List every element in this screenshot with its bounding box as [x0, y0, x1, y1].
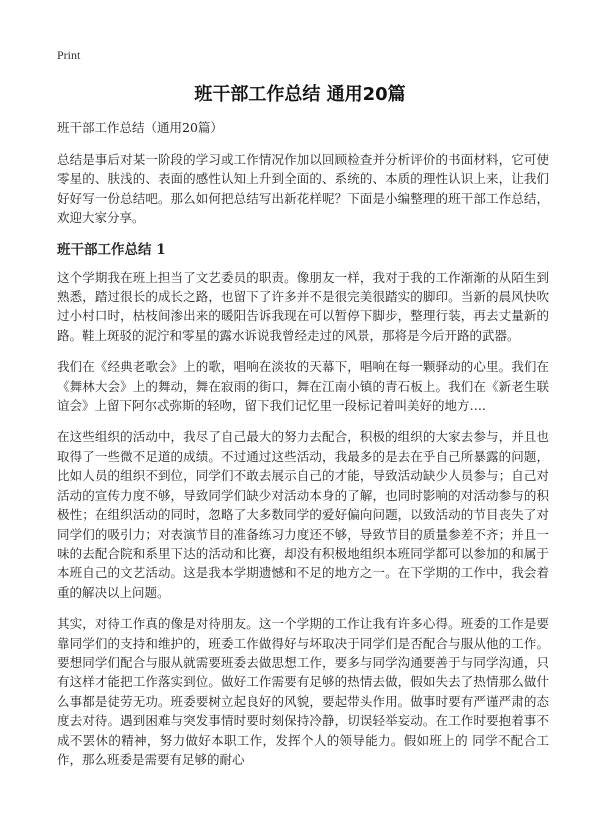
body-paragraph: 在这些组织的活动中，我尽了自己最大的努力去配合，积极的组织的大家去参与，并且也取得了一些微不足道的成绩。不过通过这些活动，我最多的是去在乎自己所暴露的问题，比如人员的组织不到位，同学们不敢去展示自己的才能，导致活动缺少人员参与；自己对活动的宣传力度不够，导致同学们缺少对活动本身的了解，也同时影响的对活动参与的积极性；在组织活动的同时，忽略了大多数同学的爱好偏向问题，以致活动的节目丧失了对同学们的吸引力；对表演节目的准备练习力度还不够，导致节目的质量参差不齐；并且一味的去配合院和系里下达的活动和比赛，却没有积极地组织本班同学都可以参加的和属于本班自己的文艺活动。这是我本学期遗憾和不足的地方之一。在下学期的工作中，我会着重的解决以上问题。: [57, 429, 549, 600]
document-subtitle: 班干部工作总结（通用20篇）: [57, 120, 223, 135]
document-body: [57, 118, 549, 781]
body-paragraph: 其实，对待工作真的像是对待朋友。这一个学期的工作让我有许多心得。班委的工作是要靠同学们的支持和维护的，班委工作做得好与坏取决于同学们是否配合与服从他的工作。要想同学们配合与服从就需要班委去做思想工作，要多与同学沟通要善于与同学沟通，只有这样才能把工作落实到位。做好工作需要有足够的热情去做，假如失去了热情那么做什么事都是徒劳无功。班委要树立起良好的风貌，要起带头作用。做事时要有严谨严肃的态度去对待。遇到困难与突发事情时要时刻保持冷静，切误轻举妄动。在工作时要抱着事不成不罢休的精神，努力做好本职工作，发挥个人的领导能力。假如班上的 同学不配合工作，那么班委是需要有足够的耐心: [57, 616, 549, 767]
intro-paragraph: 总结是事后对某一阶段的学习或工作情况作加以回顾检查并分析评价的书面材料，它可使零星的、肤浅的、表面的感性认知上升到全面的、系统的、本质的理性认识上来，让我们好好写一份总结吧。那么如何把总结写出新花样呢？下面是小编整理的班干部工作总结，欢迎大家分享。: [57, 152, 549, 226]
body-paragraph: 我们在《经典老歌会》上的歌，唱响在淡妆的天幕下，唱响在每一颗驿动的心里。我们在《舞林大会》上的舞动，舞在寂雨的街口，舞在江南小镇的青石板上。我们在《新老生联谊会》上留下阿尔忒弥斯的轻吻，留下我们记忆里一段标记着叫美好的地方….: [57, 359, 549, 414]
section-heading: 班干部工作总结 1: [57, 241, 166, 258]
document-title: 班干部工作总结 通用20篇: [194, 84, 406, 105]
body-paragraph: 这个学期我在班上担当了文艺委员的职责。像朋友一样，我对于我的工作渐渐的从陌生到熟悉，踏过很长的成长之路，也留下了许多并不是很完美很踏实的脚印。当新的晨风快吹过小村口时，枯枝间渗出来的暖阳告诉我现在可以暂停下脚步，整理行装，再去丈量新的路。鞋上斑驳的泥泞和零星的露水诉说我曾经走过的风景，那将是今后开路的武器。: [57, 269, 549, 343]
print-label: Print: [57, 48, 81, 62]
